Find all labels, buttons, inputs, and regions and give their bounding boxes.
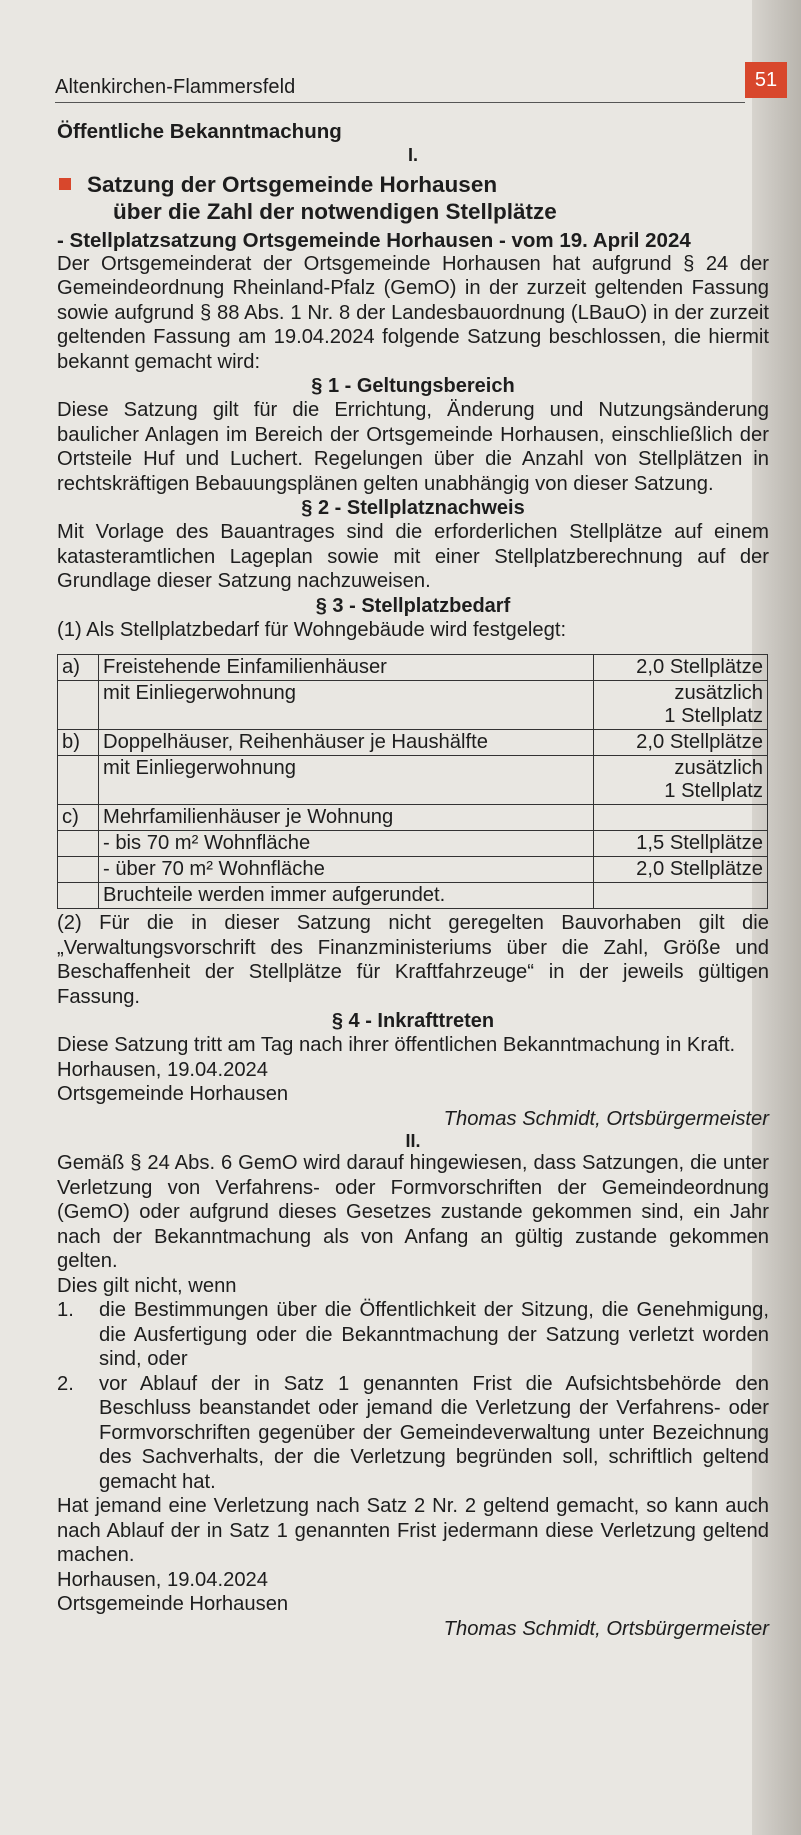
section-2-heading: § 2 - Stellplatznachweis bbox=[301, 497, 525, 519]
row-label bbox=[58, 857, 99, 883]
place-date: Horhausen, 19.04.2024 bbox=[57, 1058, 269, 1081]
row-value bbox=[594, 883, 768, 909]
notice-subtitle: - Stellplatzsatzung Ortsgemeinde Horhausen - vom 19. April 2024 bbox=[57, 228, 691, 252]
row-value bbox=[594, 681, 768, 730]
part-two-marker: II. bbox=[405, 1131, 421, 1151]
row-value: 2,0 Stellplätze bbox=[594, 730, 768, 756]
section-4-heading: § 4 - Inkrafttreten bbox=[331, 1010, 495, 1032]
row-label bbox=[58, 681, 99, 730]
page-number-badge: 51 bbox=[745, 62, 787, 98]
row-label bbox=[58, 831, 99, 857]
row-value-line-2: 1 Stellplatz bbox=[664, 780, 763, 802]
row-label bbox=[58, 883, 99, 909]
row-value bbox=[594, 756, 768, 805]
table-row bbox=[58, 805, 768, 831]
exception-intro: Dies gilt nicht, wenn bbox=[57, 1274, 237, 1297]
row-value: 2,0 Stellplätze bbox=[594, 857, 768, 883]
list-item bbox=[57, 1372, 769, 1495]
section-3-paragraph-2: (2) Für die in dieser Satzung nicht geregelten Bauvorhaben gilt die „Verwaltungsvorschrift des Finanzministeriums über die Zahl, Größe und Beschaffenheit der Stellplätze für Kraftfahrzeuge“ in der jeweils gültigen Fassung. bbox=[57, 912, 769, 1008]
section-3-heading: § 3 - Stellplatzbedarf bbox=[315, 594, 511, 617]
row-value-line-1: zusätzlich bbox=[674, 682, 763, 704]
section-1-heading: § 1 - Geltungsbereich bbox=[311, 375, 515, 397]
row-description: Doppelhäuser, Reihenhäuser je Haushälfte bbox=[99, 730, 594, 756]
row-value bbox=[594, 805, 768, 831]
row-description: mit Einliegerwohnung bbox=[99, 681, 594, 730]
row-description: mit Einliegerwohnung bbox=[99, 756, 594, 805]
table-row bbox=[58, 730, 768, 756]
notice-body bbox=[57, 120, 769, 1641]
section-2-text: Mit Vorlage des Bauantrages sind die erforderlichen Stellplätze auf einem katasteramtlichen Lageplan sowie mit einer Stellplatzberechnung auf der Grundlage dieser Satzung nachzuweisen. bbox=[57, 521, 769, 592]
part-one-marker: I. bbox=[407, 144, 418, 165]
header-rule bbox=[55, 102, 745, 103]
section-4-text: Diese Satzung tritt am Tag nach ihrer öffentlichen Bekanntmachung in Kraft. bbox=[57, 1034, 736, 1056]
row-description: - bis 70 m² Wohnfläche bbox=[99, 831, 594, 857]
notice-title bbox=[57, 171, 769, 225]
title-line-2: über die Zahl der notwendigen Stellplätze bbox=[113, 198, 557, 224]
list-item-text: die Bestimmungen über die Öffentlichkeit der Sitzung, die Genehmigung, die Ausfertigung oder die Bekanntmachung der Satzung verletzt worden sind, oder bbox=[99, 1299, 769, 1370]
row-label: a) bbox=[58, 655, 99, 681]
table-row bbox=[58, 681, 768, 730]
row-value: 1,5 Stellplätze bbox=[594, 831, 768, 857]
list-item-text: vor Ablauf der in Satz 1 genannten Frist die Aufsichtsbehörde den Beschluss beanstandet oder jemand die Verletzung der Verfahrens- oder Formvorschriften gegenüber der Gemeindeverwaltung unter Bezeichnung des Sachverhalts, der die Verletzung begründen soll, schriftlich geltend gemacht hat. bbox=[99, 1372, 769, 1493]
place-date-2: Horhausen, 19.04.2024 bbox=[57, 1568, 269, 1591]
row-description: - über 70 m² Wohnfläche bbox=[99, 857, 594, 883]
municipality: Ortsgemeinde Horhausen bbox=[57, 1083, 289, 1105]
section-header: Altenkirchen-Flammersfeld bbox=[55, 76, 296, 98]
row-label: c) bbox=[58, 805, 99, 831]
table-row bbox=[58, 857, 768, 883]
row-label: b) bbox=[58, 730, 99, 756]
exception-list bbox=[57, 1298, 769, 1494]
red-square-icon bbox=[59, 178, 71, 190]
row-label bbox=[58, 756, 99, 805]
row-value-line-2: 1 Stellplatz bbox=[664, 705, 763, 727]
row-description: Freistehende Einfamilienhäuser bbox=[99, 655, 594, 681]
list-item-number: 2. bbox=[57, 1372, 74, 1395]
section-3-paragraph-1: (1) Als Stellplatzbedarf für Wohngebäude wird festgelegt: bbox=[57, 618, 567, 641]
parking-requirements-table bbox=[57, 654, 768, 909]
notice-kicker: Öffentliche Bekanntmachung bbox=[57, 120, 342, 143]
municipality-2: Ortsgemeinde Horhausen bbox=[57, 1593, 289, 1615]
closing-paragraph: Hat jemand eine Verletzung nach Satz 2 Nr. 2 geltend gemacht, so kann auch nach Ablauf der in Satz 1 genannten Frist jedermann diese Verletzung geltend machen. bbox=[57, 1495, 769, 1566]
section-1-text: Diese Satzung gilt für die Errichtung, Änderung und Nutzungsänderung baulicher Anlagen im Bereich der Ortsgemeinde Horhausen, einschließlich der Ortsteile Huf und Luchert. Regelungen über die Anzahl von Stellplätzen in rechtskräftigen Bebauungsplänen gelten unabhängig von dieser Satzung. bbox=[57, 399, 769, 495]
intro-paragraph: Der Ortsgemeinderat der Ortsgemeinde Horhausen hat aufgrund § 24 der Gemeindeordnung Rheinland-Pfalz (GemO) in der zurzeit geltenden Fassung sowie aufgrund § 88 Abs. 1 Nr. 8 der Landesbauordnung (LBauO) in der zurzeit geltenden Fassung am 19.04.2024 folgende Satzung beschlossen, die hiermit bekannt gemacht wird: bbox=[57, 252, 769, 373]
row-value: 2,0 Stellplätze bbox=[594, 655, 768, 681]
title-line-1: Satzung der Ortsgemeinde Horhausen bbox=[87, 171, 498, 197]
table-row bbox=[58, 655, 768, 681]
list-item bbox=[57, 1298, 769, 1372]
signature-2: Thomas Schmidt, Ortsbürgermeister bbox=[443, 1617, 769, 1640]
signature: Thomas Schmidt, Ortsbürgermeister bbox=[443, 1107, 769, 1130]
list-item-number: 1. bbox=[57, 1299, 74, 1321]
row-description: Bruchteile werden immer aufgerundet. bbox=[99, 883, 594, 909]
part-two-text: Gemäß § 24 Abs. 6 GemO wird darauf hingewiesen, dass Satzungen, die unter Verletzung von Verfahrens- oder Formvorschriften der Gemeindeordnung (GemO) oder aufgrund dieses Gesetzes zustande gekommen sind, ein Jahr nach der Bekanntmachung als von Anfang an gültig zustande gekommen gelten. bbox=[57, 1152, 769, 1272]
table-row bbox=[58, 831, 768, 857]
row-description: Mehrfamilienhäuser je Wohnung bbox=[99, 805, 594, 831]
table-row bbox=[58, 883, 768, 909]
table-row bbox=[58, 756, 768, 805]
row-value-line-1: zusätzlich bbox=[674, 757, 763, 779]
